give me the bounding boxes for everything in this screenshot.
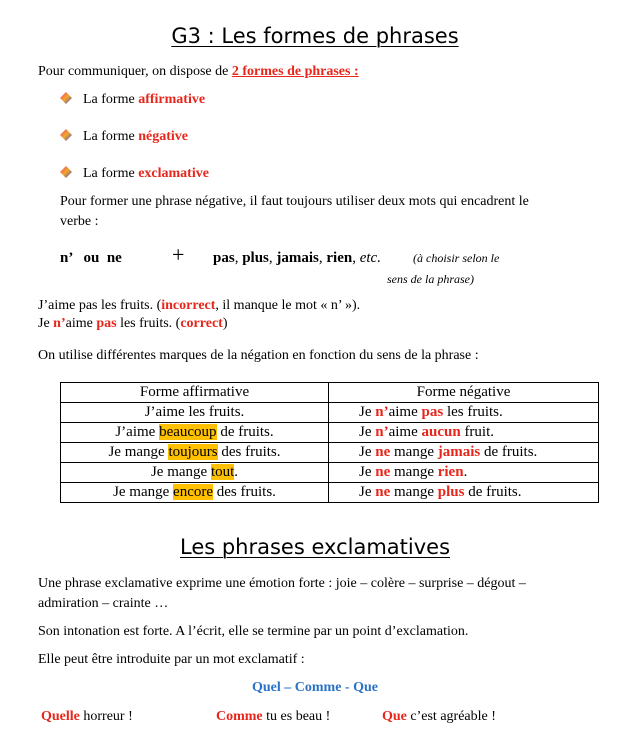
exclam-paragraph-2: Son intonation est forte. A l’écrit, elle se termine par un point d’exclamation.	[38, 624, 469, 639]
bullet-exclamative: La forme exclamative	[60, 166, 209, 182]
exclam-paragraph-3: Elle peut être introduite par un mot exclamatif :	[38, 652, 305, 667]
cell-negative: Je ne mange plus de fruits.	[329, 483, 599, 503]
table-row	[61, 443, 599, 463]
formula-right: pas, plus, jamais, rien, etc.	[213, 250, 381, 266]
section-title-exclamatives: Les phrases exclamatives	[179, 535, 451, 559]
negation-rule-line1: Pour former une phrase négative, il faut toujours utiliser deux mots qui encadrent le	[60, 194, 529, 209]
cell-affirmative: Je mange encore des fruits.	[61, 483, 329, 503]
example-correct: Je n’aime pas les fruits. (correct)	[38, 316, 228, 331]
negation-table	[60, 382, 599, 503]
formula-note-2: sens de la phrase)	[387, 272, 474, 286]
example-incorrect: J’aime pas les fruits. (incorrect, il manque le mot « n’ »).	[38, 298, 361, 313]
formula-note-1: (à choisir selon le	[413, 251, 500, 265]
negation-rule-line2: verbe :	[60, 214, 99, 229]
cell-affirmative: Je mange tout.	[61, 463, 329, 483]
exclamative-words: Quel – Comme - Que	[252, 680, 378, 695]
table-row	[61, 423, 599, 443]
formula-left: n’ ou ne	[60, 250, 122, 266]
exclam-example-3: Que c’est agréable !	[382, 709, 496, 724]
cell-affirmative: J’aime beaucoup de fruits.	[61, 423, 329, 443]
table-row	[61, 403, 599, 423]
table-intro: On utilise différentes marques de la négation en fonction du sens de la phrase :	[38, 348, 479, 363]
bullet-diamond-icon	[60, 92, 72, 104]
cell-negative: Je n’aime aucun fruit.	[329, 423, 599, 443]
cell-negative: Je n’aime pas les fruits.	[329, 403, 599, 423]
header-negative: Forme négative	[329, 383, 599, 403]
header-affirmative: Forme affirmative	[61, 383, 329, 403]
exclam-example-1: Quelle horreur !	[41, 709, 133, 724]
table-row	[61, 483, 599, 503]
intro-highlight: 2 formes de phrases :	[231, 64, 359, 79]
bullet-affirmative: La forme affirmative	[60, 92, 205, 108]
exclam-example-2: Comme tu es beau !	[216, 709, 331, 724]
cell-negative: Je ne mange rien.	[329, 463, 599, 483]
cell-negative: Je ne mange jamais de fruits.	[329, 443, 599, 463]
bullet-diamond-icon	[60, 166, 72, 178]
cell-affirmative: J’aime les fruits.	[61, 403, 329, 423]
exclam-paragraph-1-line2: admiration – crainte …	[38, 596, 169, 611]
intro-line: Pour communiquer, on dispose de 2 formes de phrases :	[38, 64, 359, 79]
cell-affirmative: Je mange toujours des fruits.	[61, 443, 329, 463]
table-row	[61, 463, 599, 483]
exclam-paragraph-1-line1: Une phrase exclamative exprime une émotion forte : joie – colère – surprise – dégout –	[38, 576, 526, 591]
page-title: G3 : Les formes de phrases	[171, 24, 459, 48]
bullet-diamond-icon	[60, 129, 72, 141]
table-header-row	[61, 383, 599, 403]
bullet-negative: La forme négative	[60, 129, 188, 145]
formula-plus: +	[172, 242, 185, 267]
